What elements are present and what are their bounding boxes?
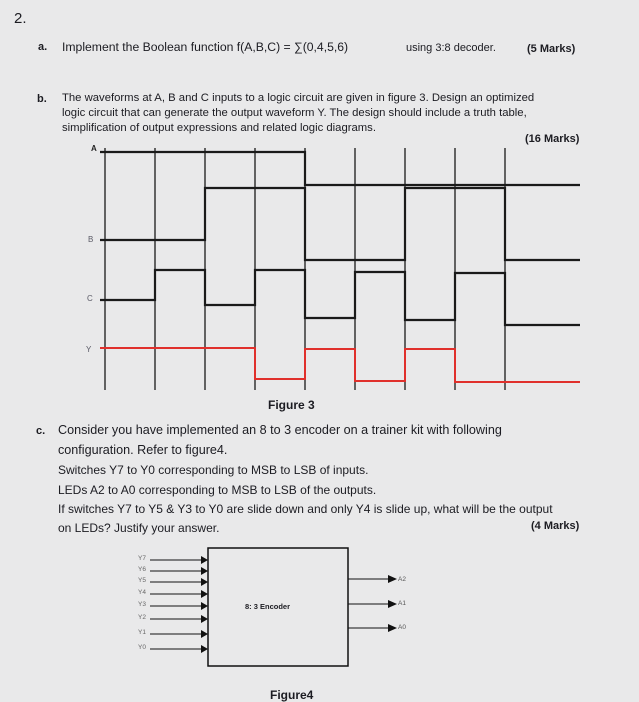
question-number: 2. bbox=[14, 10, 27, 27]
part-a-text: Implement the Boolean function f(A,B,C) = ∑(0,4,5,6) bbox=[62, 40, 349, 54]
signal-label-a: A bbox=[91, 144, 97, 153]
signal-label-c: C bbox=[87, 294, 93, 303]
part-a-label: a. bbox=[38, 41, 48, 53]
part-c-label: c. bbox=[36, 425, 46, 437]
part-c-line1: Consider you have implemented an 8 to 3 encoder on a trainer kit with following bbox=[58, 423, 502, 437]
encoder-output-a1: A1 bbox=[398, 600, 406, 607]
part-c-line5: If switches Y7 to Y5 & Y3 to Y0 are slide down and only Y4 is slide up, what will be the output bbox=[58, 502, 553, 516]
part-c-marks: (4 Marks) bbox=[531, 520, 580, 532]
encoder-label: 8: 3 Encoder bbox=[245, 602, 291, 611]
encoder-input-y2: Y2 bbox=[138, 614, 146, 621]
encoder-input-y3: Y3 bbox=[138, 601, 146, 608]
part-b-line1: The waveforms at A, B and C inputs to a logic circuit are given in figure 3. Design an optimized bbox=[62, 92, 535, 104]
figure3-caption: Figure 3 bbox=[268, 398, 315, 412]
signal-label-y: Y bbox=[86, 345, 92, 354]
encoder-input-y0: Y0 bbox=[138, 644, 146, 651]
encoder-input-y5: Y5 bbox=[138, 577, 146, 584]
part-c-line2: configuration. Refer to figure4. bbox=[58, 443, 228, 457]
encoder-output-a2: A2 bbox=[398, 576, 406, 583]
encoder-output-arrows bbox=[388, 575, 397, 632]
encoder-input-arrows bbox=[201, 556, 208, 653]
part-c-line4: LEDs A2 to A0 corresponding to MSB to LSB of the outputs. bbox=[58, 483, 377, 497]
encoder-input-lines bbox=[150, 560, 206, 649]
part-b-marks: (16 Marks) bbox=[525, 133, 580, 145]
encoder-input-y1: Y1 bbox=[138, 629, 146, 636]
encoder-input-y7: Y7 bbox=[138, 555, 146, 562]
encoder-output-a0: A0 bbox=[398, 624, 406, 631]
signal-label-b: B bbox=[88, 235, 94, 244]
part-a-using: using 3:8 decoder. bbox=[406, 42, 496, 54]
encoder-output-lines bbox=[348, 579, 392, 628]
figure4-caption: Figure4 bbox=[270, 688, 314, 702]
part-b-line2: logic circuit that can generate the output waveform Y. The design should include a truth table, bbox=[62, 107, 527, 119]
encoder-input-y6: Y6 bbox=[138, 566, 146, 573]
part-c-line3: Switches Y7 to Y0 corresponding to MSB to LSB of inputs. bbox=[58, 463, 369, 477]
part-b-line3: simplification of output expressions and related logic diagrams. bbox=[62, 122, 376, 134]
part-a-marks: (5 Marks) bbox=[527, 43, 576, 55]
part-b-label: b. bbox=[37, 93, 47, 105]
encoder-input-y4: Y4 bbox=[138, 589, 146, 596]
part-c-line6: on LEDs? Justify your answer. bbox=[58, 521, 220, 535]
